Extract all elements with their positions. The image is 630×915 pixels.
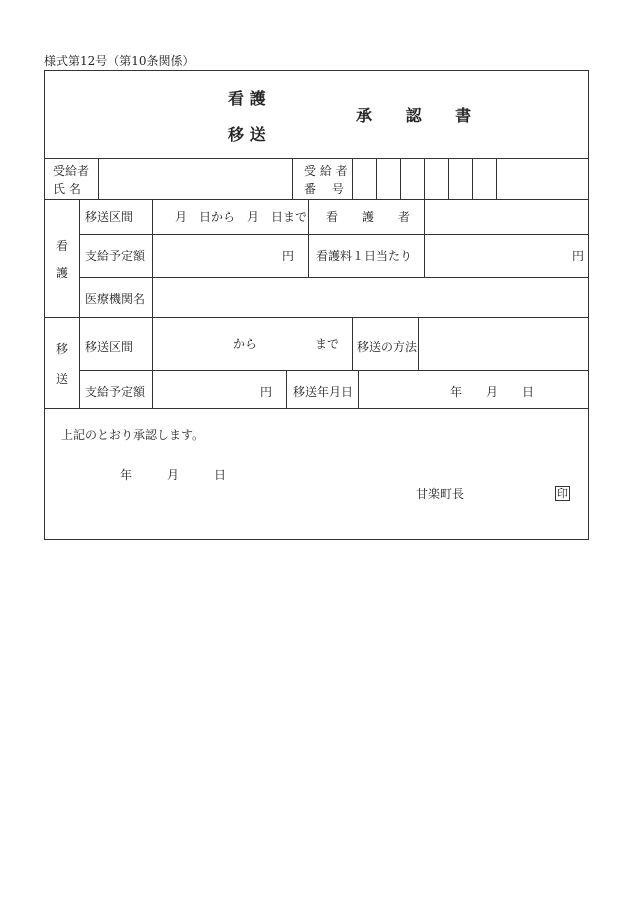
mayor-title: 甘楽町長 [416,487,465,501]
digit-divider [496,158,497,199]
kango-payment-label: 支給予定額 [85,249,146,263]
isou-method-divider [352,317,353,370]
kango-payment-unit: 円 [282,249,295,263]
recipient-number-label-divider [352,158,353,199]
kango-transfer-label: 移送区間 [85,210,134,224]
isou-method-value-divider [418,317,419,370]
transport-date-month: 月 [486,385,499,399]
recipient-number-label: 番 号 [304,182,344,196]
nurse-label: 看 護 者 [326,210,411,224]
isou-row-rule [79,370,588,371]
kango-middle-divider [308,199,309,277]
kango-row-rule [79,277,588,278]
digit-divider [424,158,425,199]
isou-side-divider [79,317,80,408]
daily-rate-unit: 円 [572,249,585,263]
approval-month: 月 [167,468,180,482]
transport-date-year: 年 [450,385,463,399]
isou-side-label: 送 [56,372,69,386]
form-number: 様式第12号（第10条関係） [44,54,195,68]
isou-payment-unit: 円 [260,385,273,399]
isou-label-divider [152,317,153,408]
recipient-bottom-rule [44,199,588,200]
recipient-top-rule [44,158,588,159]
isou-payment-label: 支給予定額 [85,385,146,399]
daily-rate-label: 看護料１日当たり [316,249,413,263]
kango-transfer-period[interactable]: 月 日から 月 日まで [175,210,308,224]
hospital-label: 医療機関名 [85,292,146,306]
seal-mark: 印 [557,487,568,500]
isou-side-label: 移 [56,342,69,356]
isou-date-divider [286,370,287,408]
kango-bottom-rule [44,317,588,318]
kango-side-divider [79,199,80,317]
transport-date-day: 日 [522,385,535,399]
approval-year: 年 [120,468,133,482]
digit-divider [376,158,377,199]
title-approval: 承 認 書 [356,106,486,125]
recipient-name-divider [98,158,99,199]
kango-label-divider [152,199,153,317]
digit-divider [400,158,401,199]
recipient-name-label: 氏 名 [53,182,81,196]
isou-bottom-rule [44,408,588,409]
approval-day: 日 [214,468,227,482]
isou-date-value-divider [358,370,359,408]
digit-divider [448,158,449,199]
isou-from-text: から [233,337,258,351]
kango-right-divider [424,199,425,277]
approval-statement: 上記のとおり承認します。 [61,428,205,442]
title-kango: 看 護 [228,89,266,108]
digit-divider [472,158,473,199]
isou-to-text: まで [315,337,340,351]
transport-method-label: 移送の方法 [357,340,418,354]
recipient-number-label: 受 給 者 [304,164,348,178]
kango-row-rule [79,234,588,235]
transport-date-label: 移送年月日 [293,385,354,399]
title-isou: 移 送 [228,125,266,144]
kango-side-label: 護 [56,266,69,280]
recipient-name-label: 受給者 [53,164,90,178]
recipient-number-divider [292,158,293,199]
kango-side-label: 看 [56,239,69,253]
isou-transfer-label: 移送区間 [85,340,134,354]
